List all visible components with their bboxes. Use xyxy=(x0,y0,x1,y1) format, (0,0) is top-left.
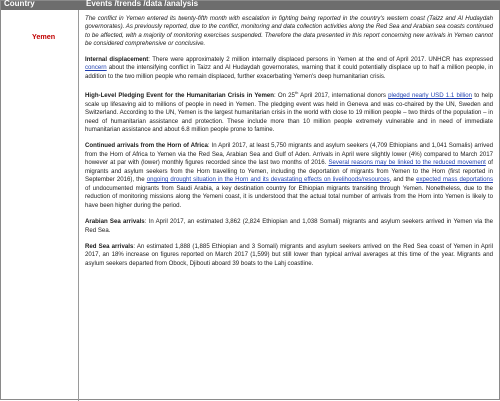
arabian-sea-title: Arabian Sea arrivals xyxy=(85,218,145,226)
text-run: of undocumented migrants from Saudi Arabia, a key destination country for Ethiopian migrants transiting through Yemen. Nonetheless, due to the reduction of monitoring missions along the Yemeni coast, it is understood that the actual total number of arrivals from the Horn into Yemen is likely to have been higher during the period. xyxy=(85,184,493,209)
events-column-header: Events /trends /data /analysis xyxy=(86,0,199,8)
arabian-sea-paragraph xyxy=(85,218,493,235)
red-sea-paragraph xyxy=(85,243,493,268)
horn-arrivals-title: Continued arrivals from the Horn of Africa xyxy=(85,142,208,150)
reduced-movement-link[interactable]: Several reasons may be linked to the reduced movement xyxy=(328,159,486,167)
events-cell xyxy=(85,15,493,276)
text-run: : An estimated 1,888 (1,885 Ethiopian and 3 Somali) migrants and asylum seekers arrived on the Red Sea coast of Yemen in April 2017, an 18% increase on figures reported on March 2017 (1,599) but still lower than typical arrival averages at this time of the year. Migrants and asylum seekers departed from Obock, Djibouti aboard 39 boats to the Lahj coastline. xyxy=(85,243,493,267)
red-sea-title: Red Sea arrivals xyxy=(85,243,134,250)
pledging-event-paragraph xyxy=(85,89,493,134)
text-run: : In April 2017, an estimated 3,862 (2,824 Ethiopian and 1,038 Somali) migrants and asylum seekers arrived in Yemen via the Red Sea. xyxy=(85,218,493,234)
pledging-event-title: High-Level Pledging Event for the Humanitarian Crisis in Yemen xyxy=(85,92,274,100)
text-run: about the intensifying conflict in Taizz and Al Hudaydah governorates, warning that it could potentially displace up to half a million people, in addition to the two million people who remain displaced, further exacerbating Yemen's deep humanitarian crisis. xyxy=(85,64,493,80)
text-run: : In April 2017, at least 5,750 migrants and asylum seekers (4,709 Ethiopians and 1,041 Somalis) arrived from the Horn of Africa to Yemen via the Red Sea, Arabian Sea and Gulf of Aden. Arrivals in April were slightly lower (4%) compared to March 2017 however at par with (lower) monthly figures recorded since the last two months of 2016. xyxy=(85,142,494,167)
text-run: April 2017, international donors xyxy=(298,92,389,100)
text-run: to help scale up lifesaving aid to millions of people in need in Yemen. The pledging event was held in Geneva and was co-chaired by the UN, Sweden and Switzerland. According to the UN, Yemen is the largest humanitarian crisis in the world with close to 19 million people – two thirds of the population – in need of humanitarian assistance and protection. These include more than 10 million people extremely vulnerable and in need of immediate humanitarian assistance and about 6.8 million people prone to famine. xyxy=(85,92,494,134)
deportations-link[interactable]: expected mass deportations xyxy=(416,176,493,184)
text-run: : On 25 xyxy=(273,92,295,100)
internal-displacement-paragraph xyxy=(85,56,493,81)
table-header xyxy=(1,1,500,10)
country-label: Yemen xyxy=(32,32,56,41)
internal-displacement-title: Internal displacement xyxy=(85,55,149,63)
text-run: : There were approximately 2 million internally displaced persons in Yemen at the end of April 2017. UNHCR has expressed xyxy=(148,55,493,63)
horn-arrivals-paragraph xyxy=(85,142,493,210)
text-run: of migrants and asylum seekers from the Horn travelling to Yemen, including the deportation of migrants from Yemen to the Horn (first reported in September 2016), the xyxy=(85,159,493,184)
superscript-th: th xyxy=(294,90,299,96)
text-run: , and the xyxy=(389,176,417,184)
drought-link[interactable]: ongoing drought situation in the Horn and its devastating effects on livelihoods/resources xyxy=(146,176,390,184)
column-divider xyxy=(78,10,79,401)
concern-link[interactable]: concern xyxy=(85,64,107,72)
pledged-link[interactable]: pledged nearly USD 1.1 billion xyxy=(388,92,473,100)
country-column-header: Country xyxy=(4,0,35,8)
intro-paragraph: The conflict in Yemen entered its twenty-fifth month with escalation in fighting being reported in the country's western coast (Taizz and Al Hudaydah governorates). As previously reported, due to the conflict, monitoring and data collection activities along the Red Sea and Arabian sea coasts continued to be affected, with a majority of monitoring exercises suspended. Therefore the data presented in this report concerning new arrivals in Yemen cannot be considered comprehensive or conclusive. xyxy=(85,15,493,48)
